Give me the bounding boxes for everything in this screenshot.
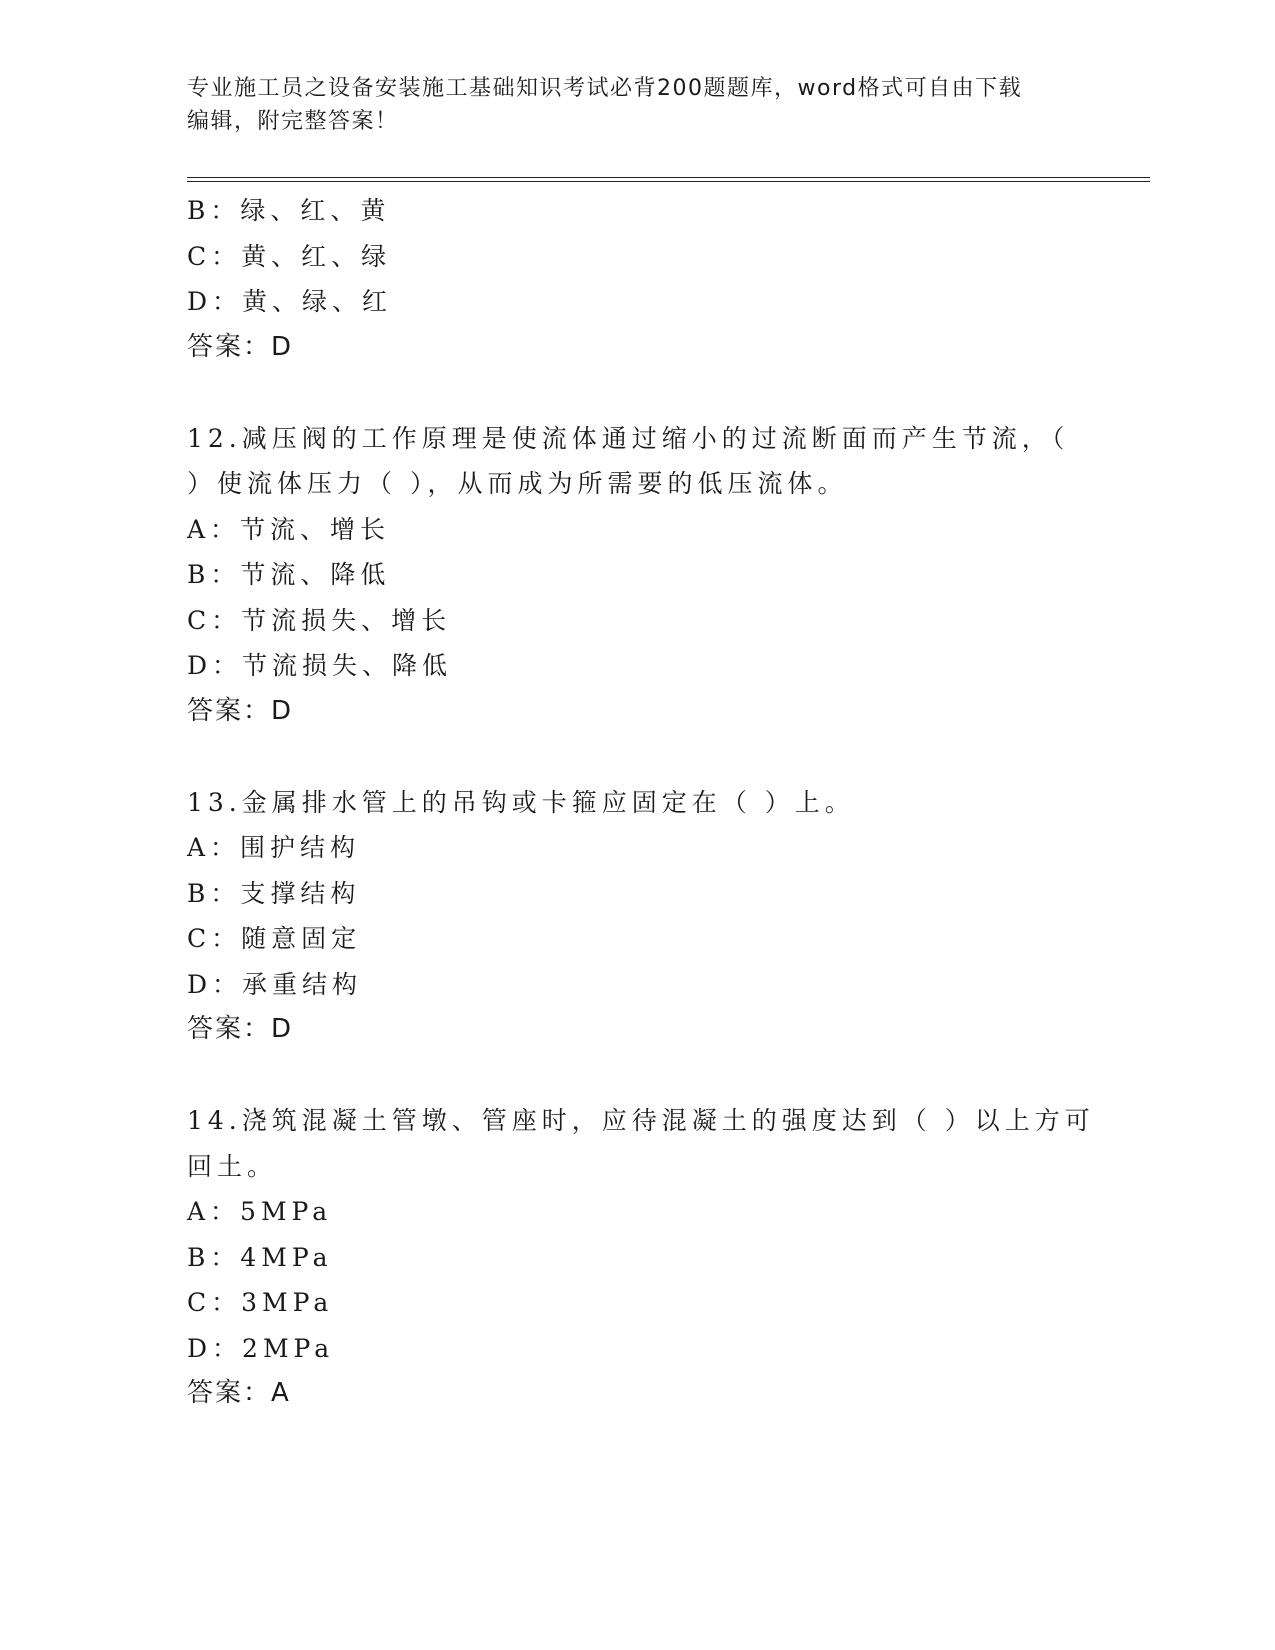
spacer bbox=[187, 734, 1067, 780]
option-b: B：4MPa bbox=[187, 1242, 333, 1272]
question-stem-line-1: 12.减压阀的工作原理是使流体通过缩小的过流断面而产生节流，（ bbox=[187, 423, 1070, 453]
option-c: C：3MPa bbox=[187, 1288, 334, 1317]
question-12 bbox=[187, 416, 1070, 735]
document-header bbox=[187, 72, 1067, 138]
spacer bbox=[187, 1053, 1067, 1099]
option-a: A：5MPa bbox=[187, 1197, 333, 1226]
option-d: D：黄、绿、红 bbox=[187, 287, 393, 316]
option-c: C：随意固定 bbox=[187, 924, 362, 953]
header-title-line-2: 编辑，附完整答案！ bbox=[187, 109, 399, 134]
question-14 bbox=[187, 1098, 1095, 1417]
question-13 bbox=[187, 780, 1067, 1053]
question-stem-line-2: ）使流体压力（ ），从而成为所需要的低压流体。 bbox=[187, 469, 848, 498]
answer-line: 答案：D bbox=[187, 695, 294, 726]
option-d: D：节流损失、降低 bbox=[187, 651, 453, 680]
header-divider-bottom bbox=[187, 181, 1150, 182]
answer-line: 答案：D bbox=[187, 1014, 294, 1044]
option-d: D：2MPa bbox=[187, 1333, 335, 1363]
question-stem-line-2: 回土。 bbox=[187, 1151, 278, 1181]
option-b: B：支撑结构 bbox=[187, 878, 361, 908]
option-b: B：绿、红、黄 bbox=[187, 196, 391, 225]
question-stem-line-1: 14.浇筑混凝土管墩、管座时，应待混凝土的强度达到（ ）以上方可 bbox=[187, 1106, 1095, 1135]
header-divider-top bbox=[187, 177, 1150, 178]
answer-line: 答案：A bbox=[187, 1378, 291, 1408]
answer-line: 答案：D bbox=[187, 331, 294, 362]
question-list bbox=[187, 188, 1095, 1417]
option-c: C：节流损失、增长 bbox=[187, 605, 452, 635]
option-d: D：承重结构 bbox=[187, 969, 363, 999]
question-11 bbox=[187, 188, 1067, 370]
option-c: C：黄、红、绿 bbox=[187, 241, 392, 271]
question-stem-line-1: 13.金属排水管上的吊钩或卡箍应固定在（ ）上。 bbox=[187, 787, 855, 817]
option-b: B：节流、降低 bbox=[187, 560, 391, 589]
header-title-line-1: 专业施工员之设备安装施工基础知识考试必背200题题库，word格式可自由下载 bbox=[187, 76, 1023, 101]
spacer bbox=[187, 370, 1067, 416]
option-a: A：节流、增长 bbox=[187, 514, 391, 544]
option-a: A：围护结构 bbox=[187, 833, 361, 862]
